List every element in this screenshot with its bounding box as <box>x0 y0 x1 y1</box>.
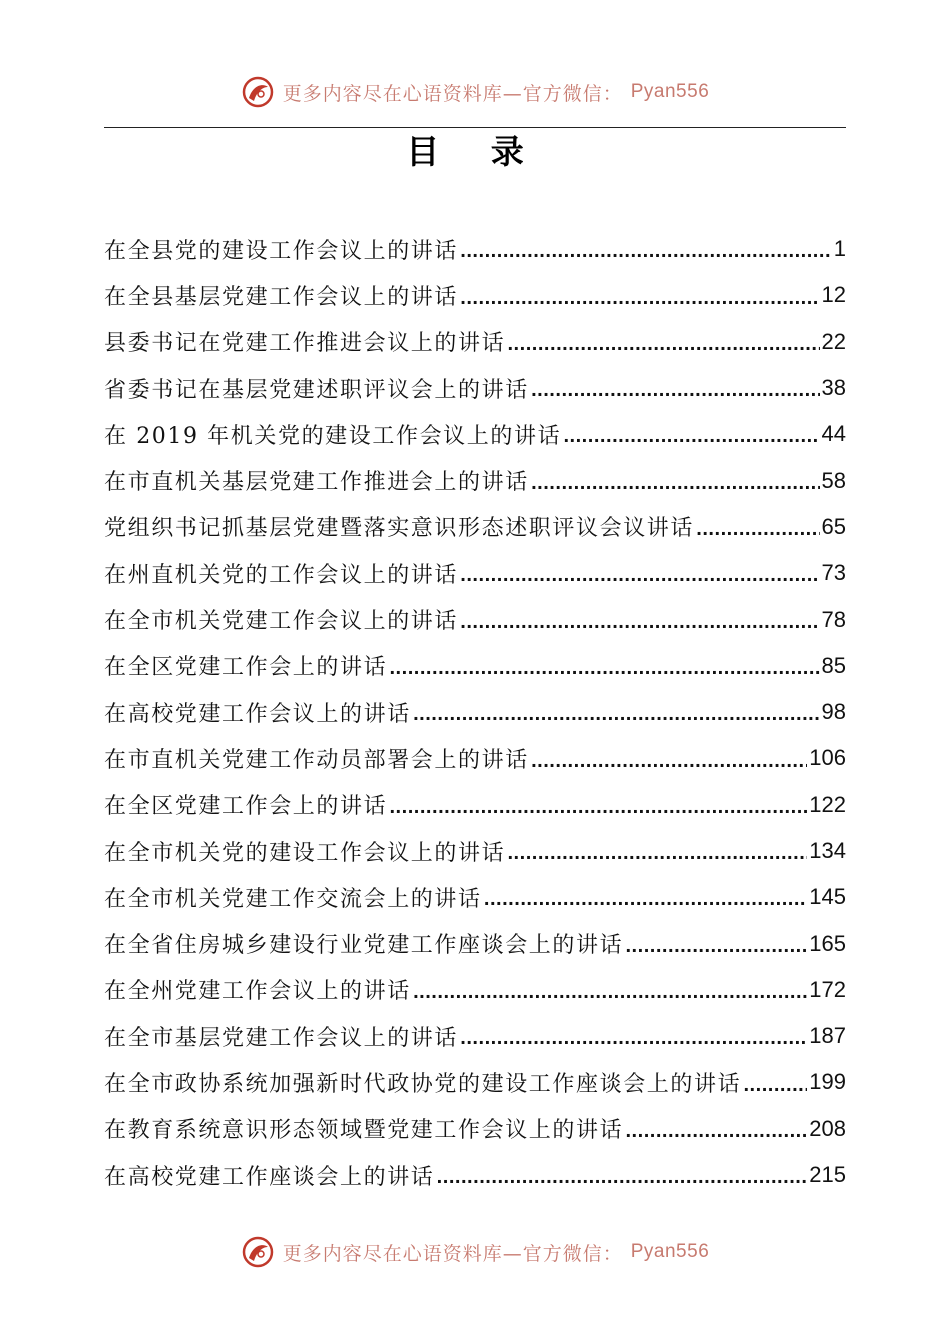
toc-item-page: 22 <box>821 328 846 354</box>
toc-item-title: 在市直机关基层党建工作推进会上的讲话 <box>104 470 529 496</box>
toc-item[interactable] <box>104 735 846 781</box>
watermark-wechat-id: Pyan556 <box>630 1241 710 1262</box>
toc-item-page: 65 <box>821 513 846 539</box>
toc-item-page: 208 <box>809 1115 846 1141</box>
toc-item-title: 在全市政协系统加强新时代政协党的建设工作座谈会上的讲话 <box>104 1071 742 1097</box>
watermark-text: 更多内容尽在心语资料库—官方微信： <box>282 82 623 105</box>
watermark-wechat-id: Pyan556 <box>630 81 710 102</box>
toc-item-title: 在全市机关党建工作交流会上的讲话 <box>104 886 482 912</box>
toc-item-title: 在全区党建工作会上的讲话 <box>104 655 388 681</box>
toc-item-title: 在全市机关党的建设工作会议上的讲话 <box>104 840 506 866</box>
table-of-contents <box>104 226 846 1198</box>
toc-item[interactable] <box>104 1013 846 1059</box>
toc-dot-leader <box>460 242 832 261</box>
toc-item-page: 44 <box>821 421 846 447</box>
toc-item-page: 12 <box>821 282 846 308</box>
toc-item[interactable] <box>104 365 846 411</box>
toc-item[interactable] <box>104 319 846 365</box>
toc-item-title: 在教育系统意识形态领域暨党建工作会议上的讲话 <box>104 1118 624 1144</box>
toc-item-title: 在全区党建工作会上的讲话 <box>104 794 388 820</box>
toc-item-title: 在州直机关党的工作会议上的讲话 <box>104 562 459 588</box>
toc-item-page: 187 <box>809 1023 846 1049</box>
toc-item[interactable] <box>104 689 846 735</box>
toc-item[interactable] <box>104 643 846 689</box>
toc-dot-leader <box>531 381 820 400</box>
toc-dot-leader <box>563 427 819 446</box>
toc-item-page: 73 <box>821 560 846 586</box>
toc-item-page: 78 <box>821 606 846 632</box>
toc-item-page: 38 <box>821 375 846 401</box>
toc-item-page: 122 <box>809 791 846 817</box>
toc-dot-leader <box>696 520 820 539</box>
toc-item-title: 在全市基层党建工作会议上的讲话 <box>104 1025 459 1051</box>
toc-item[interactable] <box>104 272 846 318</box>
toc-item-page: 215 <box>809 1162 846 1188</box>
toc-dot-leader <box>507 335 819 354</box>
toc-item[interactable] <box>104 226 846 272</box>
toc-item[interactable] <box>104 1106 846 1152</box>
toc-dot-leader <box>743 1076 807 1095</box>
toc-item-title: 在全县基层党建工作会议上的讲话 <box>104 284 459 310</box>
toc-dot-leader <box>484 890 808 909</box>
toc-dot-leader <box>507 844 807 863</box>
toc-item[interactable] <box>104 550 846 596</box>
toc-dot-leader <box>436 1168 807 1187</box>
toc-item-title: 在市直机关党建工作动员部署会上的讲话 <box>104 747 529 773</box>
toc-item-title: 党组织书记抓基层党建暨落实意识形态述职评议会议讲话 <box>104 516 695 542</box>
toc-item[interactable] <box>104 596 846 642</box>
toc-item-page: 165 <box>809 930 846 956</box>
footer-watermark <box>0 1232 950 1272</box>
toc-item-page: 172 <box>809 976 846 1002</box>
toc-dot-leader <box>625 1122 807 1141</box>
toc-item-page: 58 <box>821 467 846 493</box>
toc-dot-leader <box>413 983 807 1002</box>
toc-item-title: 在高校党建工作会议上的讲话 <box>104 701 411 727</box>
brand-logo-icon <box>241 75 275 109</box>
brand-logo-icon <box>241 1235 275 1269</box>
toc-dot-leader <box>389 798 807 817</box>
toc-dot-leader <box>460 1029 807 1048</box>
toc-dot-leader <box>460 289 820 308</box>
toc-item-title: 省委书记在基层党建述职评议会上的讲话 <box>104 377 529 403</box>
toc-dot-leader <box>531 752 807 771</box>
watermark-text: 更多内容尽在心语资料库—官方微信： <box>282 1242 623 1265</box>
toc-item-title: 在 2019 年机关党的建设工作会议上的讲话 <box>104 423 562 449</box>
toc-item-title: 在全县党的建设工作会议上的讲话 <box>104 238 459 264</box>
toc-item-page: 106 <box>809 745 846 771</box>
toc-item[interactable] <box>104 457 846 503</box>
toc-item[interactable] <box>104 782 846 828</box>
toc-item[interactable] <box>104 874 846 920</box>
toc-dot-leader <box>413 705 820 724</box>
toc-item-title: 在高校党建工作座谈会上的讲话 <box>104 1164 435 1190</box>
toc-dot-leader <box>460 613 820 632</box>
toc-item-page: 98 <box>821 699 846 725</box>
toc-item[interactable] <box>104 967 846 1013</box>
toc-dot-leader <box>625 937 807 956</box>
toc-item[interactable] <box>104 1059 846 1105</box>
toc-item-page: 134 <box>809 838 846 863</box>
toc-item-page: 199 <box>809 1069 846 1095</box>
toc-item[interactable] <box>104 920 846 966</box>
page-title: 目 录 <box>406 132 544 171</box>
toc-item-page: 145 <box>809 884 846 910</box>
toc-dot-leader <box>389 659 819 678</box>
header-watermark <box>0 72 950 112</box>
toc-item-page: 85 <box>821 652 846 678</box>
toc-item-title: 在全州党建工作会议上的讲话 <box>104 979 411 1005</box>
toc-item-title: 在全市机关党建工作会议上的讲话 <box>104 609 459 635</box>
toc-dot-leader <box>460 566 820 585</box>
toc-item-title: 县委书记在党建工作推进会议上的讲话 <box>104 331 506 357</box>
toc-item[interactable] <box>104 828 846 874</box>
toc-item[interactable] <box>104 1152 846 1198</box>
toc-item-title: 在全省住房城乡建设行业党建工作座谈会上的讲话 <box>104 933 624 959</box>
toc-item-page: 1 <box>833 236 846 262</box>
toc-dot-leader <box>531 474 820 493</box>
toc-item[interactable] <box>104 504 846 550</box>
toc-item[interactable] <box>104 411 846 457</box>
